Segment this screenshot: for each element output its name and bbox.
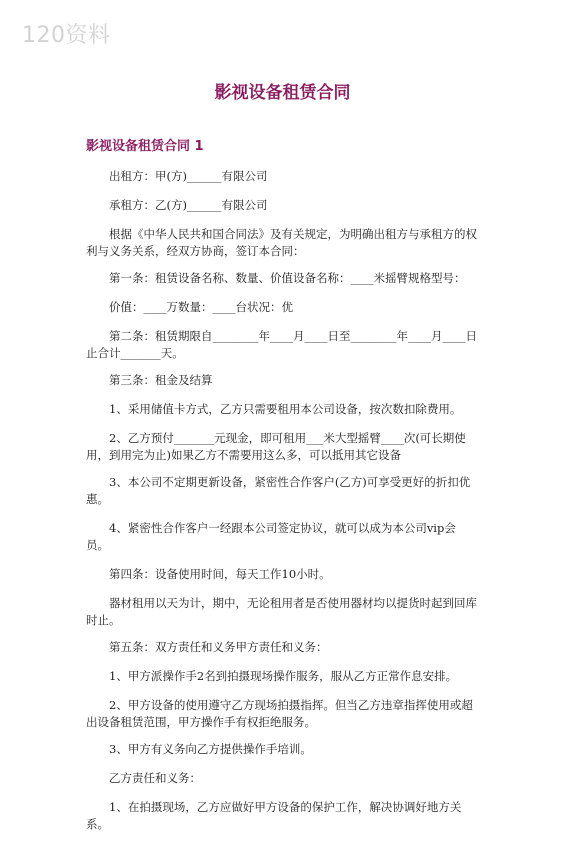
paragraph-lessor: 出租方：甲(方)______有限公司 <box>109 169 268 183</box>
watermark: 120资料 <box>22 23 111 48</box>
paragraph-value: 价值：____万数量：____台状况：优 <box>109 300 293 314</box>
paragraph-article-2: 第二条：租赁期限自________年____月____日至________年____月____日止合计_______天。 <box>86 329 477 360</box>
paragraph-article-5: 第五条：双方责任和义务甲方责任和义务： <box>109 640 328 654</box>
paragraph-item: 3、甲方有义务向乙方提供操作手培训。 <box>109 742 312 756</box>
paragraph-item: 3、本公司不定期更新设备，紧密性合作客户(乙方)可享受更好的折扣优惠。 <box>86 475 471 506</box>
paragraph-item: 4、紧密性合作客户一经跟本公司签定协议，就可以成为本公司vip会员。 <box>86 521 456 552</box>
paragraph-rental-time: 器材租用以天为计，期中，无论租用者是否使用器材均以提货时起到回库时止。 <box>86 596 477 627</box>
paragraph-article-3: 第三条：租金及结算 <box>109 373 213 387</box>
paragraph-item: 1、采用储值卡方式，乙方只需要租用本公司设备，按次数扣除费用。 <box>109 402 462 416</box>
document-title: 影视设备租赁合同 <box>214 83 351 103</box>
paragraph-item: 1、甲方派操作手2名到拍摄现场操作服务，服从乙方正常作息安排。 <box>109 669 458 683</box>
paragraph-preamble: 根据《中华人民共和国合同法》及有关规定，为明确出租方与承租方的权利与义务关系，经双方协商，签订本合同： <box>86 227 477 258</box>
paragraph-article-4: 第四条：设备使用时间，每天工作10小时。 <box>109 567 331 581</box>
paragraph-item: 2、乙方预付_______元现金，即可租用___米大型摇臂____次(可长期使用，到用完为止)如果乙方不需要用这么多，可以抵用其它设备 <box>86 431 466 462</box>
contract-body <box>86 168 478 845</box>
section-heading: 影视设备租赁合同 1 <box>86 139 204 154</box>
paragraph-article-1: 第一条：租赁设备名称、数量、价值设备名称：____米摇臂规格型号： <box>109 271 466 285</box>
paragraph-item: 2、甲方设备的使用遵守乙方现场拍摄指挥。但当乙方违章指挥使用或超出设备租赁范围，甲方操作手有权拒绝服务。 <box>86 698 473 729</box>
paragraph-lessee: 承租方：乙(方)______有限公司 <box>109 198 268 212</box>
paragraph-item: 1、在拍摄现场，乙方应做好甲方设备的保护工作，解决协调好地方关系。 <box>86 800 462 831</box>
paragraph-lessee-duties: 乙方责任和义务： <box>109 771 201 785</box>
